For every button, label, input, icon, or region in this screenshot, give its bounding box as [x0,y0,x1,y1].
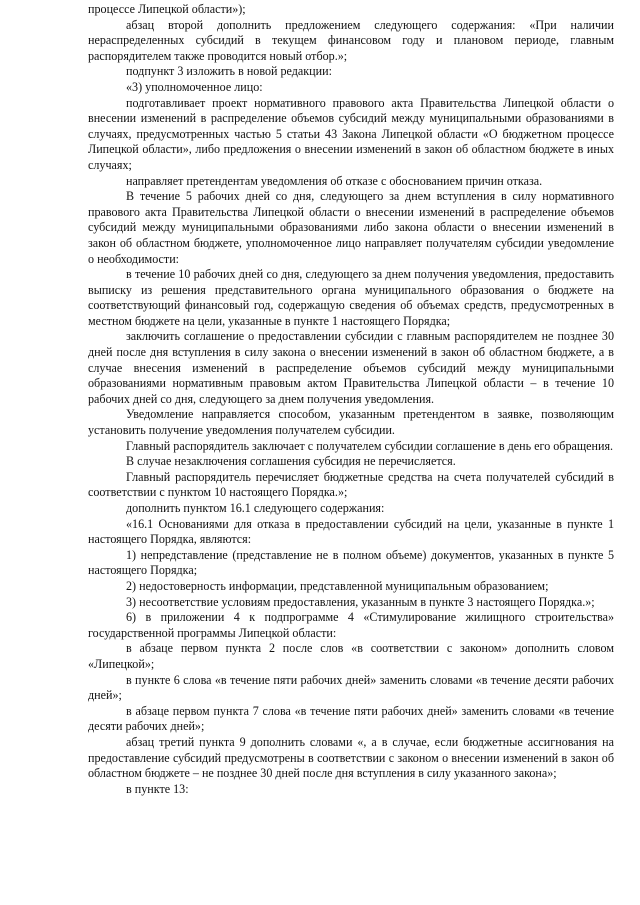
paragraph-15: «16.1 Основаниями для отказа в предоставлении субсидий на цели, указанные в пункте 1 настоящего Порядка, являются: [88,516,614,547]
paragraph-11: Главный распорядитель заключает с получателем субсидии соглашение в день его обращения. [126,438,614,453]
paragraph-2: абзац второй дополнить предложением следующего содержания: «При наличии нераспределенных субсидий в текущем финансовом году и плановом периоде, главным распорядителем также проводится новый отбор.»; [88,17,614,63]
paragraph-8: в течение 10 рабочих дней со дня, следующего за днем получения уведомления, предоставить выписку из решения представительного органа муниципального образования о бюджете на соответствующий финансовый год, содержащую сведения об объемах средств, предусмотренных в местном бюджете на цели, указанные в пункте 1 настоящего Порядка; [88,267,614,328]
paragraph-18: 3) несоответствие условиям предоставления, указанным в пункте 3 настоящего Порядка.»; [126,594,595,609]
paragraph-24: в пункте 13: [126,781,189,796]
document-page [88,2,614,797]
paragraph-1: процессе Липецкой области»); [88,2,246,16]
paragraph-12: В случае незаключения соглашения субсидия не перечисляется. [126,454,456,469]
paragraph-20: в абзаце первом пункта 2 после слов «в соответствии с законом» дополнить словом «Липецкой»; [88,641,614,671]
paragraph-22: в абзаце первом пункта 7 слова «в течение пяти рабочих дней» заменить словами «в течение десяти рабочих дней»; [88,703,614,734]
paragraph-10: Уведомление направляется способом, указанным претендентом в заявке, позволяющим установить получение уведомления получателем субсидии. [88,407,614,438]
paragraph-16: 1) непредставление (представление не в полном объеме) документов, указанных в пункте 5 настоящего Порядка; [88,547,614,578]
paragraph-7: В течение 5 рабочих дней со дня, следующего за днем вступления в силу нормативного правового акта Правительства Липецкой области о внесении изменений в распределение объемов субсидий между муниципальными образованиями либо закона области о внесении изменений в закон об областном бюджете, уполномоченное лицо направляет получателям субсидии уведомление о необходимости: [88,189,614,266]
paragraph-21: в пункте 6 слова «в течение пяти рабочих дней» заменить словами «в течение десяти рабочих дней»; [88,672,614,703]
paragraph-4: «3) уполномоченное лицо: [126,79,263,94]
paragraph-14: дополнить пунктом 16.1 следующего содержания: [126,501,385,515]
paragraph-13: Главный распорядитель перечисляет бюджетные средства на счета получателей субсидий в соответствии с пунктом 10 настоящего Порядка.»; [88,469,614,500]
paragraph-23: абзац третий пункта 9 дополнить словами «, а в случае, если бюджетные ассигнования на предоставление субсидий предусмотрены в соответствии с законом о внесении изменений в закон об областном бюджете – не позднее 30 дней после дня вступления в силу указанного закона»; [88,734,614,781]
paragraph-3: подпункт 3 изложить в новой редакции: [126,64,332,79]
paragraph-19: 6) в приложении 4 к подпрограмме 4 «Стимулирование жилищного строительства» государственной программы Липецкой области: [88,610,614,640]
paragraph-5: подготавливает проект нормативного правового акта Правительства Липецкой области о внесении изменений в распределение объемов субсидий между муниципальными образованиями в случаях, предусмотренных частью 5 статьи 43 Закона Липецкой области «О бюджетном процессе Липецкой области», либо предложения о внесении изменений в закон об областном бюджете в иных случаях; [88,95,614,172]
paragraph-9: заключить соглашение о предоставлении субсидии с главным распорядителем не позднее 30 дней после дня вступления в силу закона о внесении изменений в закон об областном бюджете, а в случае внесения изменений в распределение объемов субсидий между муниципальными образованиями нормативным правовым актом Правительства Липецкой области – в течение 10 рабочих дней со дня, следующего за днем получения уведомления. [88,329,614,406]
paragraph-17: 2) недостоверность информации, представленной муниципальным образованием; [126,578,549,593]
paragraph-6: направляет претендентам уведомления об отказе с обоснованием причин отказа. [126,173,543,188]
